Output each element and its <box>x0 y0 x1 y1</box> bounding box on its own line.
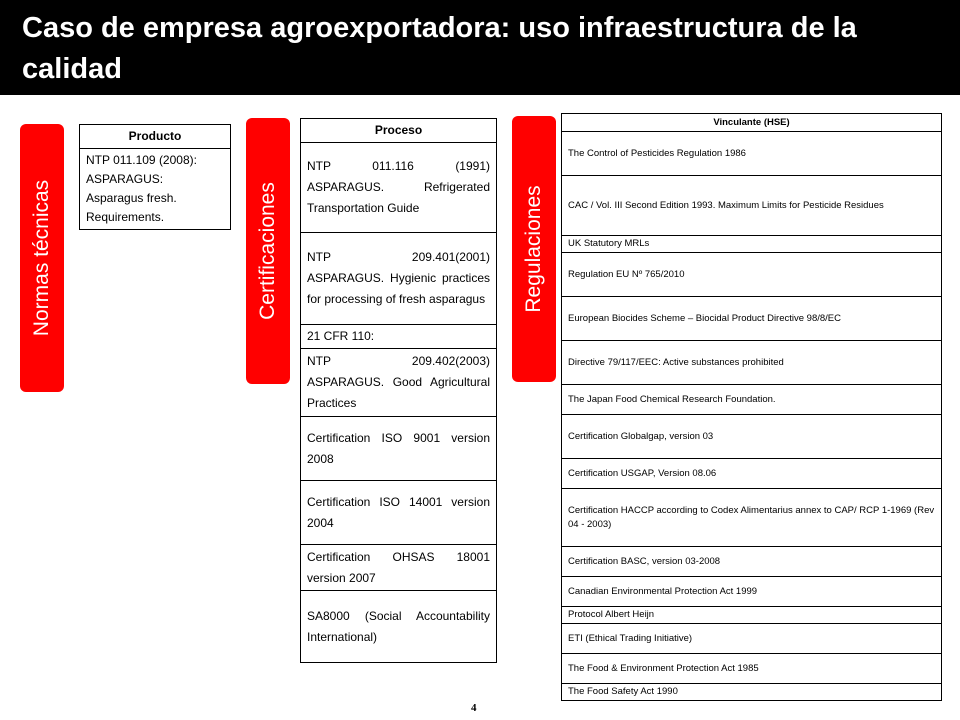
certificaciones-label <box>246 118 290 384</box>
proceso-row: NTP 011.116 (1991) ASPARAGUS. Refrigerated Transportation Guide <box>301 143 497 233</box>
proceso-row: NTP 209.401(2001) ASPARAGUS. Hygienic practices for processing of fresh asparagus <box>301 233 497 325</box>
proceso-row: Certification ISO 9001 version 2008 <box>301 417 497 481</box>
vinculante-row: ETI (Ethical Trading Initiative) <box>562 624 942 654</box>
normas-tecnicas-label <box>20 124 64 392</box>
vinculante-row: The Food Safety Act 1990 <box>562 684 942 701</box>
certificaciones-text: Certificaciones <box>256 182 279 320</box>
producto-line: Asparagus fresh. <box>86 191 177 205</box>
proceso-row: NTP 209.402(2003) ASPARAGUS. Good Agricultural Practices <box>301 349 497 417</box>
producto-header: Producto <box>80 125 231 149</box>
vinculante-row: Certification USGAP, Version 08.06 <box>562 459 942 489</box>
page-number: 4 <box>471 702 477 714</box>
vinculante-row: Certification BASC, version 03-2008 <box>562 547 942 577</box>
proceso-row: Certification OHSAS 18001 version 2007 <box>301 545 497 591</box>
producto-cell <box>80 149 231 230</box>
producto-line: ASPARAGUS: <box>86 172 164 186</box>
proceso-row: Certification ISO 14001 version 2004 <box>301 481 497 545</box>
normas-tecnicas-text: Normas técnicas <box>30 179 53 337</box>
vinculante-row: Canadian Environmental Protection Act 1999 <box>562 577 942 607</box>
vinculante-row: CAC / Vol. III Second Edition 1993. Maximum Limits for Pesticide Residues <box>562 176 942 236</box>
proceso-row: 21 CFR 110: <box>301 325 497 349</box>
producto-line: NTP 011.109 (2008): <box>86 153 197 167</box>
vinculante-row: The Japan Food Chemical Research Foundation. <box>562 385 942 415</box>
vinculante-header: Vinculante (HSE) <box>562 114 942 132</box>
vinculante-row: Regulation EU Nº 765/2010 <box>562 253 942 297</box>
proceso-table <box>300 118 497 663</box>
vinculante-row: Certification Globalgap, version 03 <box>562 415 942 459</box>
regulaciones-label <box>512 116 556 382</box>
regulaciones-text: Regulaciones <box>522 185 545 313</box>
proceso-row: SA8000 (Social Accountability International) <box>301 591 497 663</box>
slide-title: Caso de empresa agroexportadora: uso infraestructura de la calidad <box>22 12 857 85</box>
vinculante-row: Protocol Albert Heijn <box>562 607 942 624</box>
producto-line: Requirements. <box>86 210 165 224</box>
vinculante-table <box>561 113 942 701</box>
proceso-header: Proceso <box>301 119 497 143</box>
vinculante-row: The Food & Environment Protection Act 1985 <box>562 654 942 684</box>
vinculante-row: Certification HACCP according to Codex Alimentarius annex to CAP/ RCP 1-1969 (Rev 04 - 2003) <box>562 489 942 547</box>
vinculante-row: The Control of Pesticides Regulation 1986 <box>562 132 942 176</box>
vinculante-row: UK Statutory MRLs <box>562 236 942 253</box>
producto-table <box>79 124 231 230</box>
title-bar <box>0 0 960 95</box>
vinculante-row: European Biocides Scheme – Biocidal Product Directive 98/8/EC <box>562 297 942 341</box>
vinculante-row: Directive 79/117/EEC: Active substances prohibited <box>562 341 942 385</box>
